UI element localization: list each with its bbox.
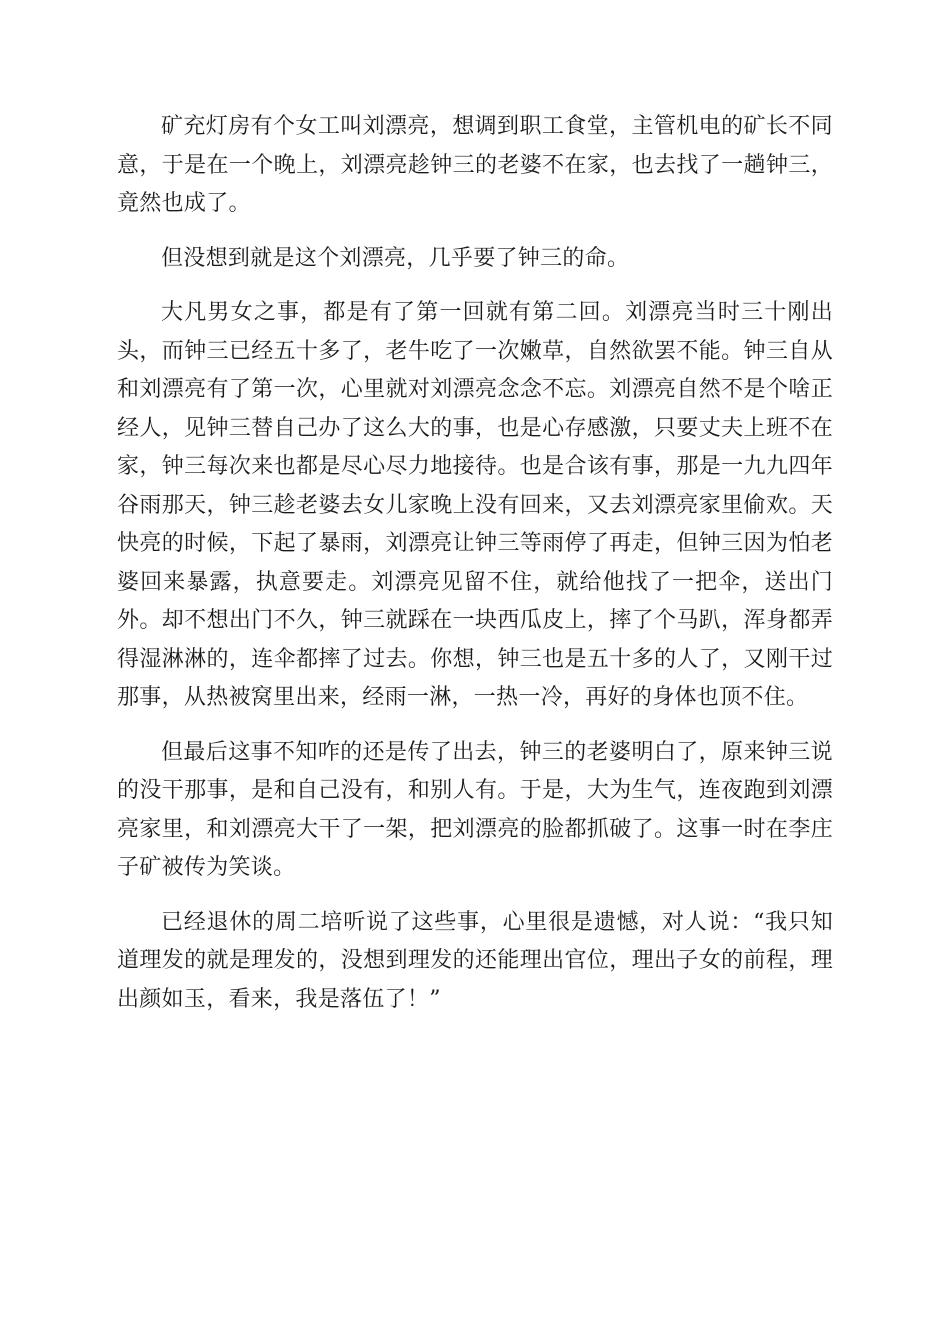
paragraph: 大凡男女之事，都是有了第一回就有第二回。刘漂亮当时三十刚出头，而钟三已经五十多了，老牛吃了一次嫩草，自然欲罢不能。钟三自从和刘漂亮有了第一次，心里就对刘漂亮念念不忘。刘漂亮自然不是个啥正经人，见钟三替自己办了这么大的事，也是心存感激，只要丈夫上班不在家，钟三每次来也都是尽心尽力地接待。也是合该有事，那是一九九四年谷雨那天，钟三趁老婆去女儿家晚上没有回来，又去刘漂亮家里偷欢。天快亮的时候，下起了暴雨，刘漂亮让钟三等雨停了再走，但钟三因为怕老婆回来暴露，执意要走。刘漂亮见留不住，就给他找了一把伞，送出门外。却不想出门不久，钟三就踩在一块西瓜皮上，摔了个马趴，浑身都弄得湿淋淋的，连伞都摔了过去。你想，钟三也是五十多的人了，又刚干过那事，从热被窝里出来，经雨一淋，一热一冷，再好的身体也顶不住。 — [117, 300, 833, 710]
document-body — [117, 108, 833, 1035]
paragraph: 但没想到就是这个刘漂亮，几乎要了钟三的命。 — [161, 245, 630, 271]
paragraph: 但最后这事不知咋的还是传了出去，钟三的老婆明白了，原来钟三说的没干那事，是和自己没有，和别人有。于是，大为生气，连夜跑到刘漂亮家里，和刘漂亮大干了一架，把刘漂亮的脸都抓破了。这事一时在李庄子矿被传为笑谈。 — [117, 739, 833, 880]
paragraph: 已经退休的周二培听说了这些事，心里很是遗憾，对人说：“我只知道理发的就是理发的，没想到理发的还能理出官位，理出子女的前程，理出颜如玉，看来，我是落伍了！” — [117, 909, 833, 1012]
paragraph: 矿充灯房有个女工叫刘漂亮，想调到职工食堂，主管机电的矿长不同意，于是在一个晚上，刘漂亮趁钟三的老婆不在家，也去找了一趟钟三，竟然也成了。 — [117, 114, 833, 216]
